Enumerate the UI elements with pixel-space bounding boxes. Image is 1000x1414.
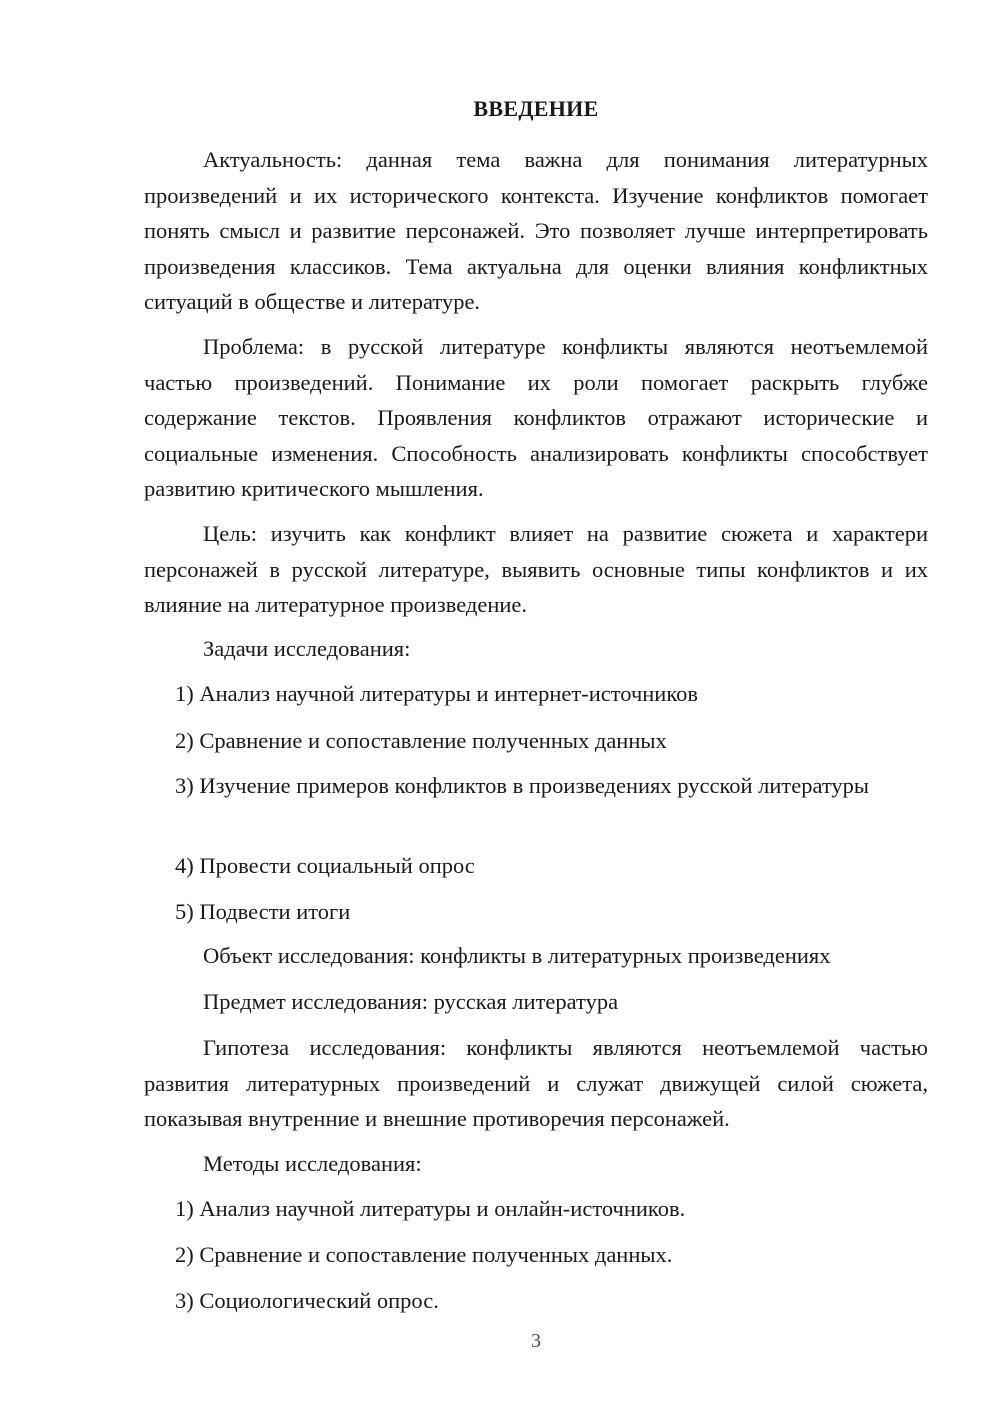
page-number: 3 xyxy=(531,1330,541,1352)
task-item-4: 4) Провести социальный опрос xyxy=(175,853,475,878)
subject-paragraph: Предмет исследования: русская литература xyxy=(203,989,619,1014)
page-title: ВВЕДЕНИЕ xyxy=(473,96,599,121)
task-item-1: 1) Анализ научной литературы и интернет-источников xyxy=(175,681,699,706)
hypothesis-paragraph: Гипотеза исследования: конфликты являются неотъемлемой частью развития литературных произведений и служат движущей силой сюжета, показывая внутренние и внешние противоречия персонажей. xyxy=(144,1035,928,1131)
method-item-1: 1) Анализ научной литературы и онлайн-источников. xyxy=(175,1196,686,1221)
method-item-3: 3) Социологический опрос. xyxy=(175,1288,439,1313)
method-item-2: 2) Сравнение и сопоставление полученных данных. xyxy=(175,1242,673,1267)
tasks-heading: Задачи исследования: xyxy=(203,636,411,661)
methods-heading: Методы исследования: xyxy=(203,1151,422,1176)
goal-paragraph: Цель: изучить как конфликт влияет на развитие сюжета и характери персонажей в русской литературе, выявить основные типы конфликтов и их влияние на литературное произведение. xyxy=(144,521,928,617)
relevance-paragraph: Актуальность: данная тема важна для понимания литературных произведений и их исторического контекста. Изучение конфликтов помогает понять смысл и развитие персонажей. Это позволяет лучше интерпретировать произведения классиков. Тема актуальна для оценки влияния конфликтных ситуаций в обществе и литературе. xyxy=(144,147,928,314)
task-item-3: 3) Изучение примеров конфликтов в произведениях русской литературы xyxy=(175,773,870,798)
task-item-5: 5) Подвести итоги xyxy=(175,899,351,924)
object-paragraph: Объект исследования: конфликты в литературных произведениях xyxy=(203,943,831,968)
problem-paragraph: Проблема: в русской литературе конфликты являются неотъемлемой частью произведений. Понимание их роли помогает раскрыть глубже содержание текстов. Проявления конфликтов отражают исторические и социальные изменения. Способность анализировать конфликты способствует развитию критического мышления. xyxy=(144,334,928,501)
task-item-2: 2) Сравнение и сопоставление полученных данных xyxy=(175,728,667,753)
